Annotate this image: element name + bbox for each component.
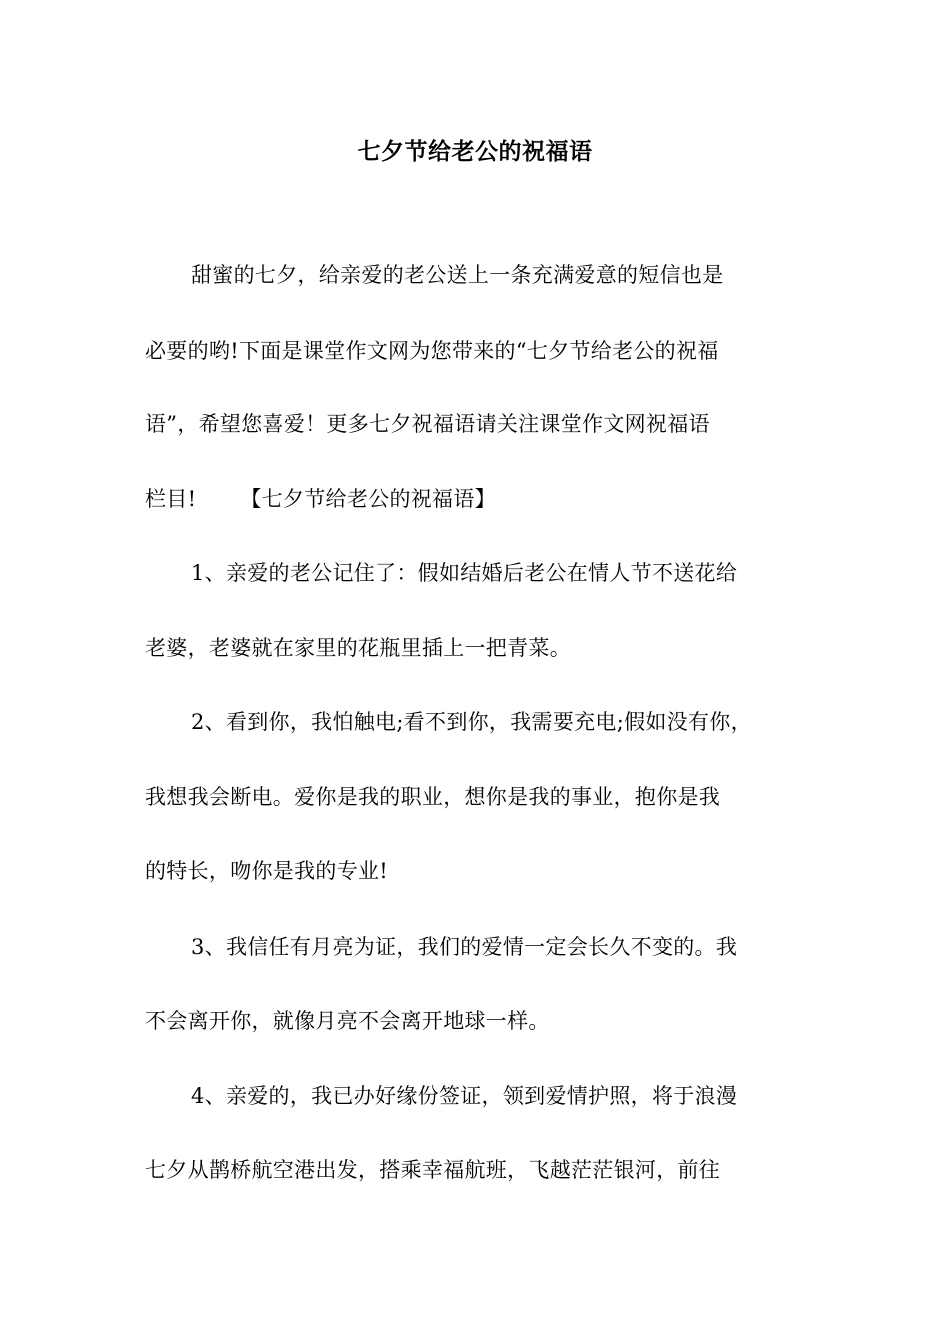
paragraph-line: 1、亲爱的老公记住了：假如结婚后老公在情人节不送花给 [191,561,738,585]
paragraph-line: 老婆，老婆就在家里的花瓶里插上一把青菜。 [145,636,571,660]
document-title: 七夕节给老公的祝福语 [357,138,593,165]
paragraph-line: 的特长，吻你是我的专业! [145,859,389,883]
paragraph-line: 语”，希望您喜爱！更多七夕祝福语请关注课堂作文网祝福语 [145,412,710,436]
paragraph-line: 4、亲爱的，我已办好缘份签证，领到爱情护照，将于浪漫 [191,1084,738,1108]
paragraph-line: 甜蜜的七夕，给亲爱的老公送上一条充满爱意的短信也是 [191,263,724,287]
paragraph-line: 栏目! [145,487,197,511]
paragraph-line-group [145,484,496,514]
paragraph-line: 七夕从鹊桥航空港出发，搭乘幸福航班，飞越茫茫银河，前往 [145,1158,721,1182]
paragraph-line: 2、看到你，我怕触电;看不到你，我需要充电;假如没有你， [191,710,752,734]
section-heading: 【七夕节给老公的祝福语】 [240,487,496,511]
paragraph-line: 3、我信任有月亮为证，我们的爱情一定会长久不变的。我 [191,935,738,959]
paragraph-line: 我想我会断电。爱你是我的职业，想你是我的事业，抱你是我 [145,785,721,809]
paragraph-line: 不会离开你，就像月亮不会离开地球一样。 [145,1009,550,1033]
paragraph-line: 必要的哟!下面是课堂作文网为您带来的“七夕节给老公的祝福 [145,339,719,363]
